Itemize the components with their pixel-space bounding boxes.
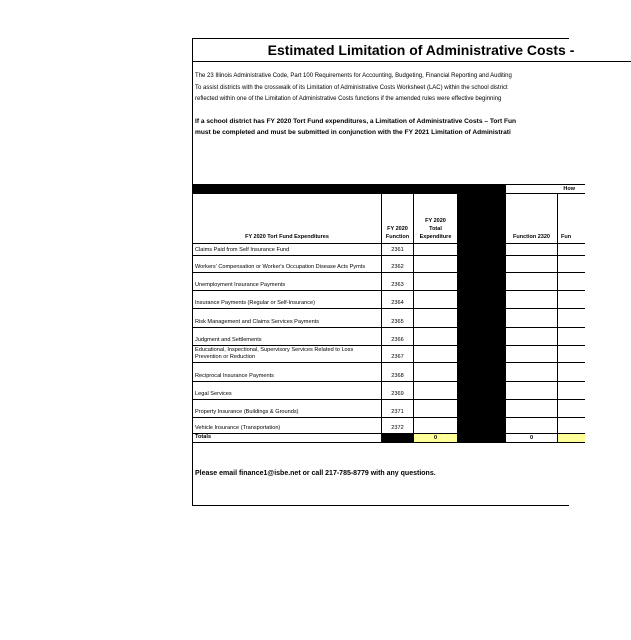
row-function-2320-input[interactable] <box>505 363 557 381</box>
row-function-code: 2362 <box>381 256 413 272</box>
row-total-input[interactable] <box>413 363 457 381</box>
row-function-code: 2372 <box>381 418 413 433</box>
row-function-2320-input[interactable] <box>505 418 557 433</box>
table-row <box>193 345 585 362</box>
row-description: Legal Services <box>195 391 232 397</box>
row-description: Unemployment Insurance Payments <box>195 282 286 288</box>
table-row <box>193 290 585 308</box>
totals-black-cell <box>381 434 413 442</box>
row-description: Judgment and Settlements <box>195 337 262 343</box>
row-black-cell <box>457 291 505 308</box>
intro-line-2: To assist districts with the crosswalk of its Limitation of Administrative Costs Worksheet (LAC) within the school district <box>195 85 508 91</box>
totals-total-value: 0 <box>413 434 457 442</box>
row-function-next-input[interactable] <box>557 244 585 255</box>
row-total-input[interactable] <box>413 400 457 417</box>
row-function-code: 2363 <box>381 273 413 290</box>
totals-function-next-value <box>557 434 585 442</box>
table-row <box>193 308 585 327</box>
intro-line-3: reflected within one of the Limitation of Administrative Costs functions if the amended rules were effective beginning <box>195 96 502 102</box>
row-total-input[interactable] <box>413 328 457 345</box>
row-description: Claims Paid from Self Insurance Fund <box>195 247 290 253</box>
row-description: Risk Management and Claims Services Payments <box>195 319 320 325</box>
row-description: Insurance Payments (Regular or Self-Insurance) <box>195 300 316 306</box>
row-description: Vehicle Insurance (Transportation) <box>195 425 281 431</box>
row-black-cell <box>457 418 505 433</box>
row-function-next-input[interactable] <box>557 363 585 381</box>
row-black-cell <box>457 273 505 290</box>
row-function-code: 2361 <box>381 244 413 255</box>
tort-note-line-2: must be completed and must be submitted in conjunction with the FY 2021 Limitation of Administrati <box>195 129 511 136</box>
row-description: Reciprocal Insurance Payments <box>195 373 274 379</box>
header-black-column <box>457 193 505 243</box>
row-black-cell <box>457 346 505 362</box>
header-function-next: Fun <box>557 193 585 243</box>
row-function-2320-input[interactable] <box>505 256 557 272</box>
row-function-next-input[interactable] <box>557 328 585 345</box>
table-row <box>193 243 585 255</box>
row-black-cell <box>457 256 505 272</box>
row-black-cell <box>457 363 505 381</box>
row-function-code: 2368 <box>381 363 413 381</box>
table-row <box>193 362 585 381</box>
worksheet <box>192 38 575 506</box>
row-function-2320-input[interactable] <box>505 400 557 417</box>
intro-line-1: The 23 Illinois Administrative Code, Part 100 Requirements for Accounting, Budgeting, Financial Reporting and Auditing <box>195 73 512 79</box>
row-function-code: 2365 <box>381 309 413 327</box>
row-total-input[interactable] <box>413 291 457 308</box>
row-total-input[interactable] <box>413 273 457 290</box>
row-total-input[interactable] <box>413 244 457 255</box>
table-row <box>193 417 585 433</box>
table-row <box>193 272 585 290</box>
row-function-code: 2371 <box>381 400 413 417</box>
row-function-code: 2366 <box>381 328 413 345</box>
header-function: FY 2020 Function <box>381 193 413 243</box>
row-function-2320-input[interactable] <box>505 291 557 308</box>
totals-black-column <box>457 434 505 442</box>
row-total-input[interactable] <box>413 346 457 362</box>
row-function-2320-input[interactable] <box>505 328 557 345</box>
row-function-next-input[interactable] <box>557 256 585 272</box>
row-function-next-input[interactable] <box>557 400 585 417</box>
row-function-2320-input[interactable] <box>505 382 557 399</box>
header-total-expenditure: FY 2020 Total Expenditure <box>413 193 457 243</box>
row-total-input[interactable] <box>413 418 457 433</box>
row-function-next-input[interactable] <box>557 309 585 327</box>
table-bottom-border <box>193 442 585 443</box>
row-total-input[interactable] <box>413 256 457 272</box>
row-function-2320-input[interactable] <box>505 346 557 362</box>
table-row <box>193 255 585 272</box>
row-black-cell <box>457 309 505 327</box>
row-description: Property Insurance (Buildings & Grounds) <box>195 409 299 415</box>
row-total-input[interactable] <box>413 382 457 399</box>
row-black-cell <box>457 244 505 255</box>
header-description: FY 2020 Tort Fund Expenditures <box>193 193 381 243</box>
table-row <box>193 399 585 417</box>
contact-note: Please email finance1@isbe.net or call 217-785-8779 with any questions. <box>195 470 436 477</box>
row-function-2320-input[interactable] <box>505 244 557 255</box>
row-description: Educational, Inspectional, Supervisory Services Related to Loss Prevention or Reduction <box>195 347 354 360</box>
row-black-cell <box>457 400 505 417</box>
row-black-cell <box>457 382 505 399</box>
totals-function-2320-value: 0 <box>505 434 557 442</box>
totals-row <box>193 433 585 442</box>
header-function-2320: Function 2320 <box>505 193 557 243</box>
header-black-bar <box>193 184 505 193</box>
row-function-2320-input[interactable] <box>505 273 557 290</box>
row-total-input[interactable] <box>413 309 457 327</box>
how-header: How <box>505 184 585 193</box>
row-function-next-input[interactable] <box>557 346 585 362</box>
table-row <box>193 327 585 345</box>
row-function-next-input[interactable] <box>557 382 585 399</box>
row-function-next-input[interactable] <box>557 291 585 308</box>
totals-label: Totals <box>195 434 212 440</box>
row-function-next-input[interactable] <box>557 273 585 290</box>
page-title: Estimated Limitation of Administrative Costs - <box>193 39 631 62</box>
row-function-next-input[interactable] <box>557 418 585 433</box>
row-function-code: 2369 <box>381 382 413 399</box>
table-row <box>193 381 585 399</box>
row-black-cell <box>457 328 505 345</box>
row-function-2320-input[interactable] <box>505 309 557 327</box>
row-function-code: 2364 <box>381 291 413 308</box>
row-description: Workers' Compensation or Worker's Occupation Disease Acts Pymts <box>195 264 366 270</box>
row-function-code: 2367 <box>381 346 413 362</box>
tort-note-line-1: If a school district has FY 2020 Tort Fund expenditures, a Limitation of Administrative Costs – Tort Fun <box>195 118 517 125</box>
